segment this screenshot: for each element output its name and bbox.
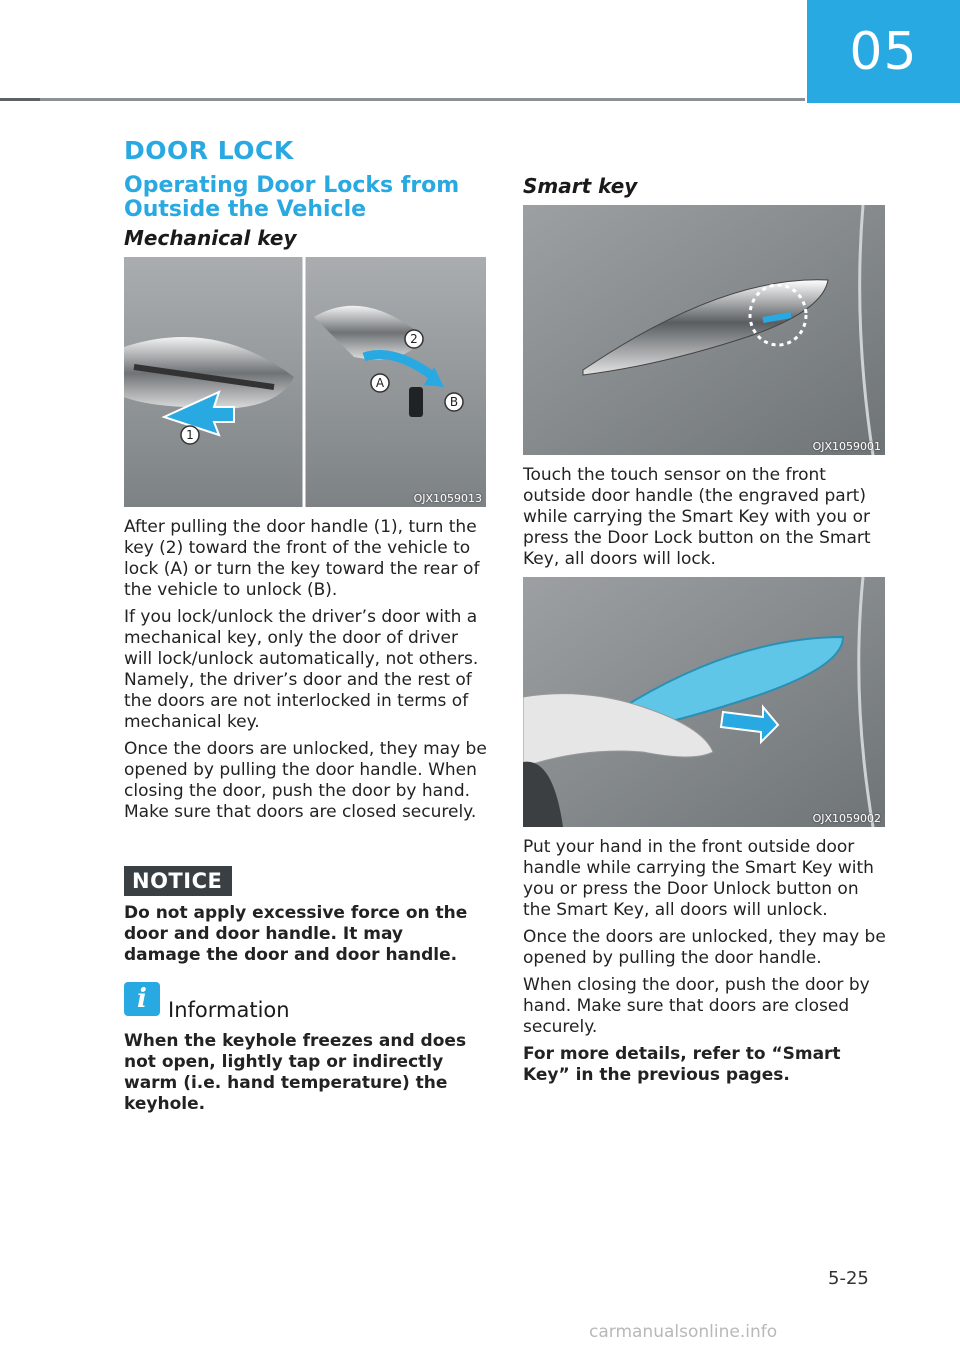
- information-text: When the keyhole freezes and does not open, lightly tap or indirectly warm (i.e. hand temperature) the keyhole.: [124, 1031, 467, 1114]
- figure-mechanical-key: [124, 257, 486, 507]
- callout-b: B: [449, 395, 459, 409]
- info-icon: i: [124, 982, 160, 1016]
- notice-badge: NOTICE: [124, 866, 232, 896]
- figure-code: OJX1059002: [812, 812, 881, 825]
- figure-smart-key-unlock: [523, 577, 885, 827]
- subsection-title: Operating Door Locks from Outside the Vehicle: [124, 173, 460, 222]
- smart-key-paragraph-open: Once the doors are unlocked, they may be opened by pulling the door handle.: [523, 927, 886, 968]
- section-title: DOOR LOCK: [124, 136, 294, 165]
- chapter-tab: 05: [807, 0, 960, 103]
- callout-1: 1: [186, 428, 194, 442]
- mechanical-key-paragraph-2: If you lock/unlock the driver’s door with a mechanical key, only the door of driver will lock/unlock automatically, not others. Namely, the driver’s door and the rest of the doors are not interlocked in terms of mechanical key.: [124, 607, 479, 732]
- door-handle-key-illustration: [124, 257, 486, 507]
- smart-key-paragraph-close: When closing the door, push the door by hand. Make sure that doors are closed securely.: [523, 975, 870, 1037]
- hand-on-door-handle-illustration: [523, 577, 885, 827]
- information-label: Information: [168, 998, 290, 1022]
- mechanical-key-paragraph-1: After pulling the door handle (1), turn the key (2) toward the front of the vehicle to lock (A) or turn the key toward the rear of the vehicle to unlock (B).: [124, 517, 480, 600]
- header-rule-accent: [0, 98, 40, 101]
- page-number: 5-25: [828, 1268, 869, 1289]
- callout-2: 2: [410, 332, 418, 346]
- figure-code: OJX1059013: [413, 492, 482, 505]
- notice-text: Do not apply excessive force on the door and door handle. It may damage the door and door handle.: [124, 903, 468, 965]
- mechanical-key-heading: Mechanical key: [124, 226, 297, 250]
- smart-key-lock-paragraph: Touch the touch sensor on the front outside door handle (the engraved part) while carrying the Smart Key with you or press the Door Lock button on the Smart Key, all doors will lock.: [523, 465, 871, 569]
- figure-smart-key-lock: [523, 205, 885, 455]
- smart-key-unlock-paragraph: Put your hand in the front outside door handle while carrying the Smart Key with you or press the Door Unlock button on the Smart Key, all doors will unlock.: [523, 837, 874, 920]
- mechanical-key-paragraph-3: Once the doors are unlocked, they may be opened by pulling the door handle. When closing the door, push the door by hand. Make sure that doors are closed securely.: [124, 739, 487, 822]
- header-rule: [0, 98, 805, 101]
- figure-code: OJX1059001: [812, 440, 881, 453]
- smart-key-heading: Smart key: [523, 174, 638, 198]
- smart-key-reference: For more details, refer to “Smart Key” in the previous pages.: [523, 1044, 841, 1085]
- door-handle-lock-illustration: [523, 205, 885, 455]
- callout-a: A: [375, 376, 385, 390]
- watermark: carmanualsonline.info: [589, 1322, 778, 1342]
